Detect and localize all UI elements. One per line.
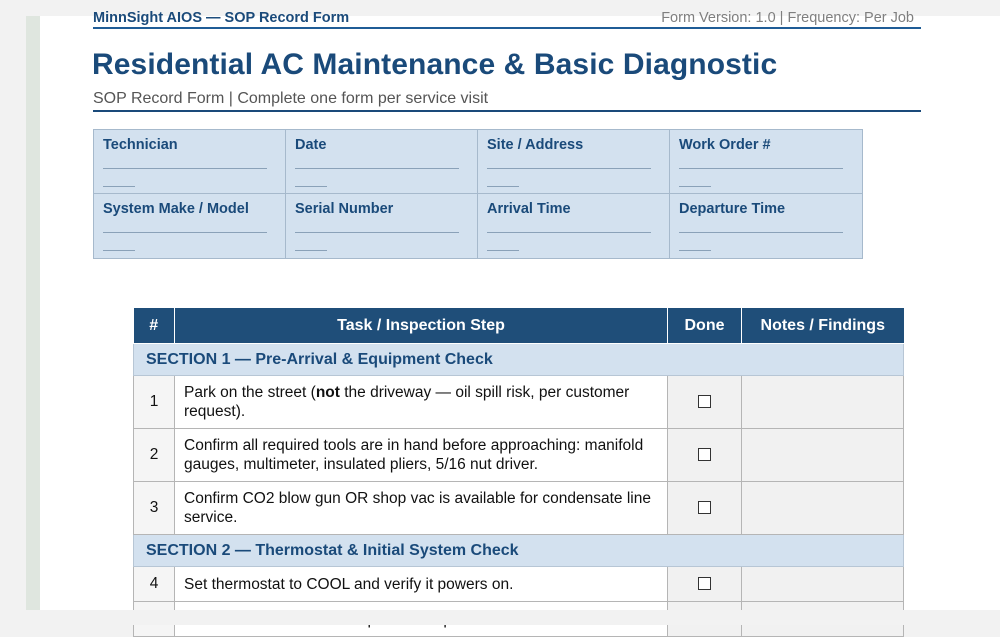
notes-cell[interactable] <box>742 482 904 535</box>
job-info-grid <box>93 129 863 259</box>
form-brand: MinnSight AIOS — SOP Record Form <box>93 10 350 26</box>
header-notes: Notes / Findings <box>742 308 904 344</box>
section-row <box>134 535 904 567</box>
page-title: Residential AC Maintenance & Basic Diagnostic <box>92 48 778 81</box>
notes-cell[interactable] <box>742 429 904 482</box>
notes-cell[interactable] <box>742 567 904 602</box>
fill-line <box>487 232 651 233</box>
table-row <box>134 376 904 429</box>
done-cell[interactable] <box>668 429 742 482</box>
fill-line <box>103 250 135 251</box>
fill-line <box>679 250 711 251</box>
section-title: SECTION 2 — Thermostat & Initial System Check <box>134 535 904 567</box>
serial-number-field[interactable] <box>286 194 478 258</box>
field-label: Arrival Time <box>487 201 571 217</box>
fill-line <box>487 186 519 187</box>
step-description: Set thermostat to COOL and verify it powers on. <box>175 567 668 602</box>
technician-field[interactable] <box>94 130 286 194</box>
step-text: the driveway — oil spill risk, per customer request). <box>184 384 630 420</box>
system-make-model-field[interactable] <box>94 194 286 258</box>
table-row <box>134 429 904 482</box>
step-description: Confirm CO2 blow gun OR shop vac is available for condensate line service. <box>175 482 668 535</box>
step-description: Confirm all required tools are in hand before approaching: manifold gauges, multimeter, insulated pliers, 5/16 nut driver. <box>175 429 668 482</box>
step-text: Park on the street ( <box>184 384 316 401</box>
page-subtitle: SOP Record Form | Complete one form per service visit <box>93 90 489 107</box>
done-checkbox[interactable] <box>698 501 711 514</box>
fill-line <box>487 168 651 169</box>
header-done: Done <box>668 308 742 344</box>
form-version-meta: Form Version: 1.0 | Frequency: Per Job <box>661 10 914 26</box>
done-cell[interactable] <box>668 482 742 535</box>
fill-line <box>295 186 327 187</box>
fill-line <box>103 232 267 233</box>
header-divider <box>93 27 921 29</box>
fill-line <box>679 168 843 169</box>
fill-line <box>295 168 459 169</box>
section-title: SECTION 1 — Pre-Arrival & Equipment Check <box>134 344 904 376</box>
arrival-time-field[interactable] <box>478 194 670 258</box>
work-order-field[interactable] <box>670 130 862 194</box>
done-cell[interactable] <box>668 376 742 429</box>
fill-line <box>295 232 459 233</box>
table-row <box>134 567 904 602</box>
done-checkbox[interactable] <box>698 395 711 408</box>
fill-line <box>487 250 519 251</box>
fill-line <box>295 250 327 251</box>
table-row <box>134 482 904 535</box>
step-description <box>175 376 668 429</box>
site-address-field[interactable] <box>478 130 670 194</box>
field-label: Site / Address <box>487 137 584 153</box>
fill-line <box>103 168 267 169</box>
done-checkbox[interactable] <box>698 577 711 590</box>
title-divider <box>93 110 921 112</box>
notes-cell[interactable] <box>742 376 904 429</box>
field-label: Technician <box>103 137 178 153</box>
fill-line <box>103 186 135 187</box>
header-num: # <box>134 308 175 344</box>
field-label: Serial Number <box>295 201 394 217</box>
field-label: Work Order # <box>679 137 771 153</box>
section-row <box>134 344 904 376</box>
fill-line <box>679 186 711 187</box>
field-label: System Make / Model <box>103 201 249 217</box>
step-number: 3 <box>134 482 175 535</box>
step-number: 4 <box>134 567 175 602</box>
fill-line <box>679 232 843 233</box>
step-number: 1 <box>134 376 175 429</box>
departure-time-field[interactable] <box>670 194 862 258</box>
done-checkbox[interactable] <box>698 448 711 461</box>
step-emphasis: not <box>315 384 340 401</box>
header-task: Task / Inspection Step <box>175 308 668 344</box>
field-label: Departure Time <box>679 201 786 217</box>
viewport-bottom-band <box>0 610 1000 625</box>
table-header-row <box>134 308 904 344</box>
page-edge-strip <box>26 16 40 610</box>
field-label: Date <box>295 137 327 153</box>
step-number: 2 <box>134 429 175 482</box>
done-cell[interactable] <box>668 567 742 602</box>
date-field[interactable] <box>286 130 478 194</box>
task-table <box>133 308 904 637</box>
